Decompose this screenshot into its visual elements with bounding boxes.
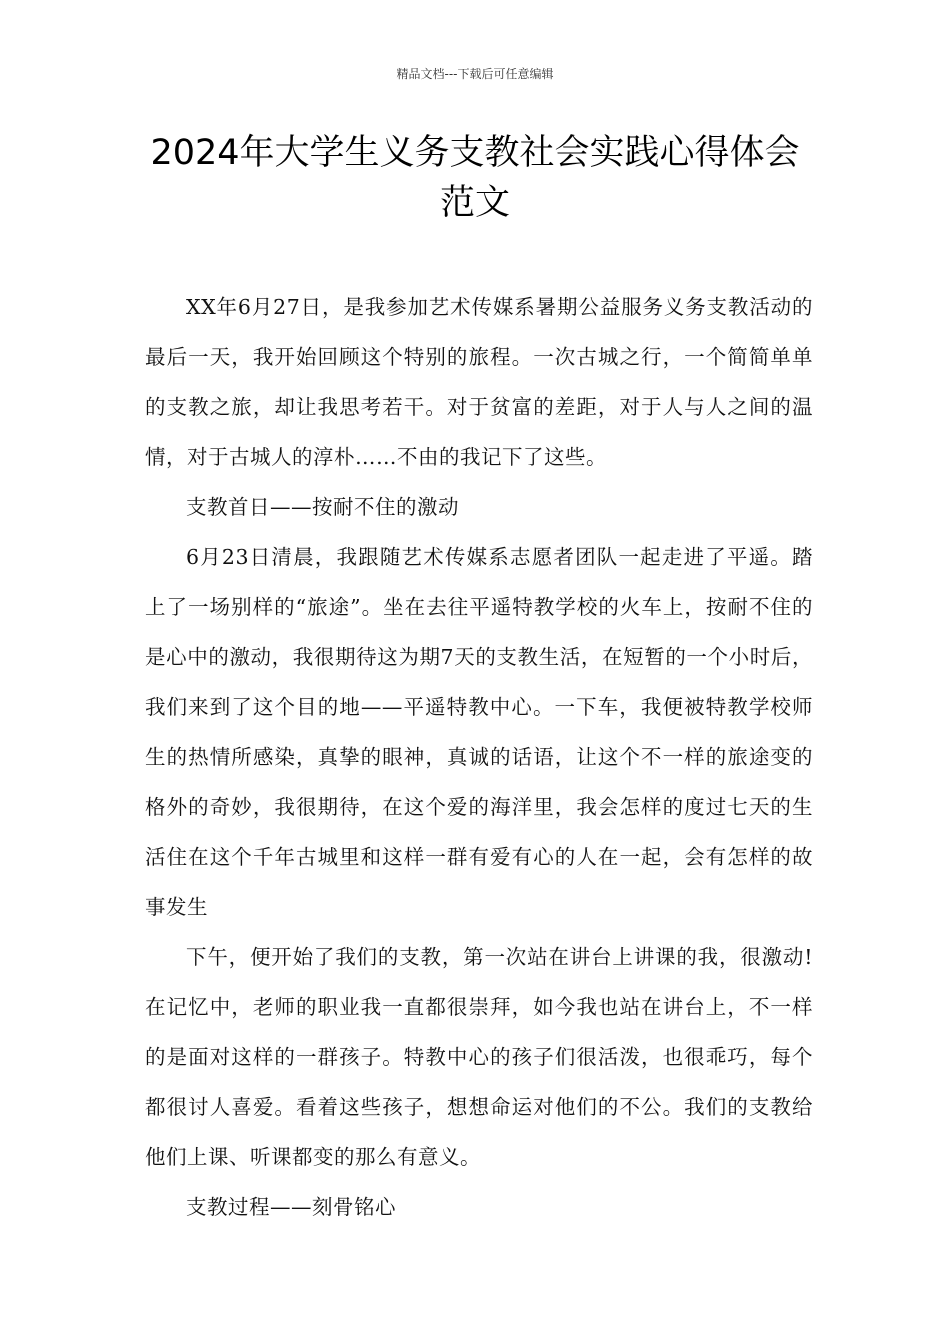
document-title: 2024年大学生义务支教社会实践心得体会范文 xyxy=(150,133,800,223)
paragraph-intro: XX年6月27日，是我参加艺术传媒系暑期公益服务义务支教活动的最后一天，我开始回顾这个特别的旅程。一次古城之行，一个简简单单的支教之旅，却让我思考若干。对于贫富的差距，对于人与人之间的温情，对于古城人的淳朴……不由的我记下了这些。 xyxy=(145,295,813,469)
document-body xyxy=(145,282,813,1232)
section-heading-process: 支教过程——刻骨铭心 xyxy=(186,1195,396,1219)
paragraph-june-23: 6月23日清晨，我跟随艺术传媒系志愿者团队一起走进了平遥。踏上了一场别样的“旅途”。坐在去往平遥特教学校的火车上，按耐不住的是心中的激动，我很期待这为期7天的支教生活，在短暂的一个小时后，我们来到了这个目的地——平遥特教中心。一下车，我便被特教学校师生的热情所感染，真挚的眼神，真诚的话语，让这个不一样的旅途变的格外的奇妙，我很期待，在这个爱的海洋里，我会怎样的度过七天的生活住在这个千年古城里和这样一群有爱有心的人在一起，会有怎样的故事发生 xyxy=(145,545,813,919)
section-heading-first-day: 支教首日——按耐不住的激动 xyxy=(186,495,459,519)
header-note: 精品文档---下载后可任意编辑 xyxy=(396,67,554,81)
paragraph-afternoon: 下午，便开始了我们的支教，第一次站在讲台上讲课的我，很激动!在记忆中，老师的职业我一直都很崇拜，如今我也站在讲台上，不一样的是面对这样的一群孩子。特教中心的孩子们很活泼，也很乖巧，每个都很讨人喜爱。看着这些孩子，想想命运对他们的不公。我们的支教给他们上课、听课都变的那么有意义。 xyxy=(145,945,813,1169)
